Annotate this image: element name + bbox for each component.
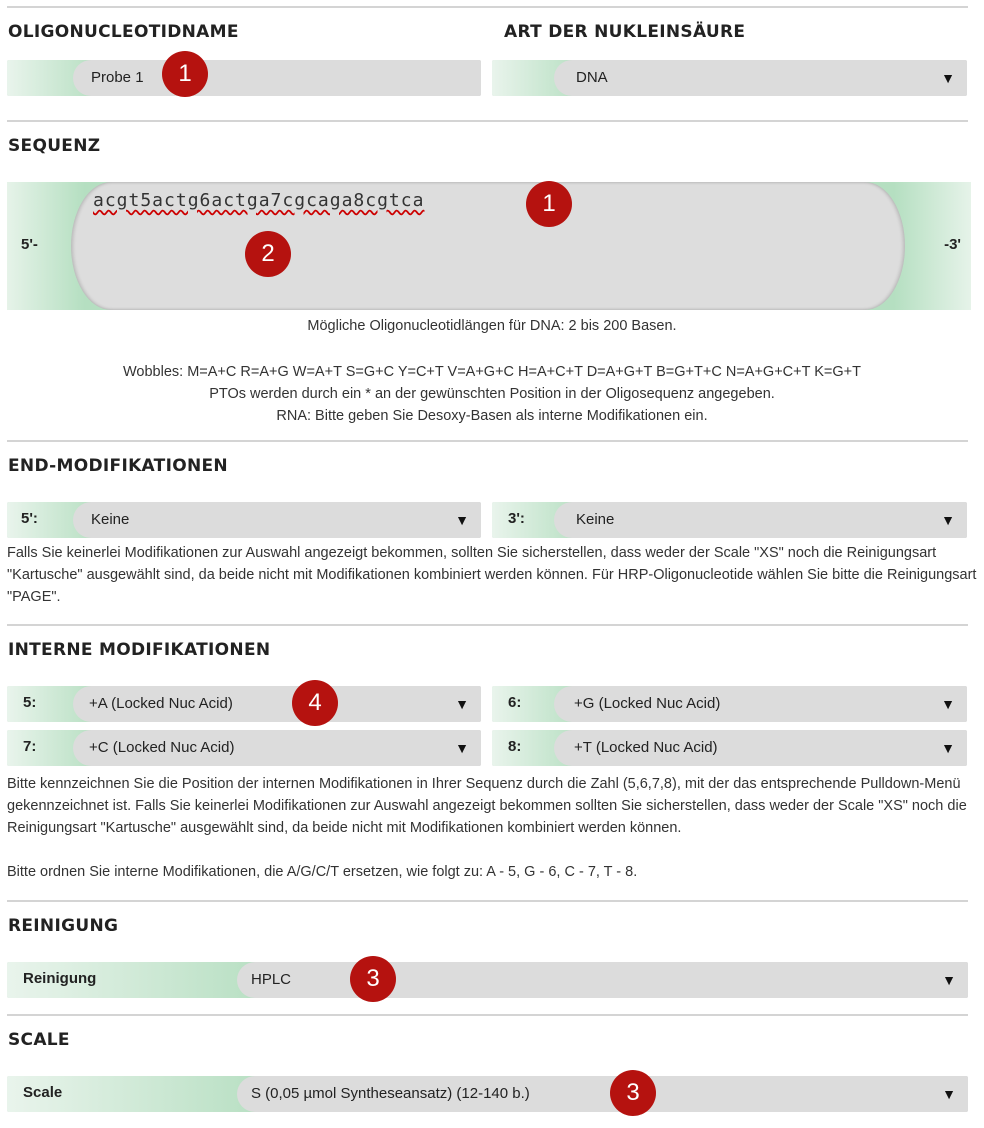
internal-mod-7-value: +C (Locked Nuc Acid)	[89, 739, 235, 756]
oligo-name-field[interactable]	[7, 60, 481, 96]
internal-mod-8-label: 8:	[508, 738, 522, 755]
divider	[7, 1014, 968, 1016]
end-mod-5-select[interactable]	[7, 502, 481, 538]
scale-value: S (0,05 µmol Syntheseansatz) (12-140 b.)	[251, 1085, 530, 1102]
internal-mod-6-label: 6:	[508, 694, 522, 711]
nucleic-type-select[interactable]	[492, 60, 967, 96]
sequence-value: acgt5actg6actga7cgcaga8cgtca	[93, 190, 425, 211]
chevron-down-icon: ▼	[941, 740, 955, 756]
end-mod-5-value: Keine	[91, 511, 130, 528]
internal-mod-8-select[interactable]	[492, 730, 967, 766]
nucleic-type-value: DNA	[576, 69, 608, 86]
sequence-input-box[interactable]	[7, 182, 971, 310]
sequence-length-info: Mögliche Oligonucleotidlängen für DNA: 2 bis 200 Basen.	[307, 318, 677, 334]
five-prime-label: 5'-	[21, 236, 38, 253]
three-prime-label: -3'	[944, 236, 961, 253]
end-mod-3-select[interactable]	[492, 502, 967, 538]
annotation-badge: 2	[245, 231, 291, 277]
internal-mod-7-select[interactable]	[7, 730, 481, 766]
end-mod-3-label: 3':	[508, 510, 525, 527]
internal-mods-heading: INTERNE MODIFIKATIONEN	[8, 640, 271, 660]
wobbles-info: Wobbles: M=A+C R=A+G W=A+T S=G+C Y=C+T V=A+G+C H=A+C+T D=A+G+T B=G+T+C N=A+G+C+T K=G+T	[123, 364, 861, 380]
annotation-badge: 1	[162, 51, 208, 97]
scale-heading: SCALE	[8, 1030, 70, 1050]
chevron-down-icon: ▼	[455, 740, 469, 756]
end-mods-note: Falls Sie keinerlei Modifikationen zur Auswahl angezeigt bekommen, sollten Sie sicherstellen, dass weder der Scale "XS" noch die Reinigungsart "Kartusche" ausgewählt sind, da beide nicht mit Modifikationen kombiniert werden können. Für HRP-Oligonucleotide wählen Sie bitte die Reinigungsart "PAGE".	[7, 545, 977, 605]
internal-mod-6-select[interactable]	[492, 686, 967, 722]
chevron-down-icon: ▼	[941, 70, 955, 86]
purification-heading: REINIGUNG	[8, 916, 119, 936]
purification-select[interactable]	[7, 962, 968, 998]
nucleic-type-heading: ART DER NUKLEINSÄURE	[504, 22, 746, 42]
internal-mods-note-2: Bitte ordnen Sie interne Modifikationen, die A/G/C/T ersetzen, wie folgt zu: A - 5, G - 6, C - 7, T - 8.	[7, 864, 638, 880]
end-mod-5-label: 5':	[21, 510, 38, 527]
internal-mod-5-value: +A (Locked Nuc Acid)	[89, 695, 233, 712]
chevron-down-icon: ▼	[455, 696, 469, 712]
oligo-name-heading: OLIGONUCLEOTIDNAME	[8, 22, 239, 42]
scale-select[interactable]	[7, 1076, 968, 1112]
internal-mod-7-label: 7:	[23, 738, 37, 755]
annotation-badge: 4	[292, 680, 338, 726]
internal-mod-5-select[interactable]	[7, 686, 481, 722]
divider	[7, 440, 968, 442]
divider	[7, 120, 968, 122]
divider	[7, 6, 968, 8]
sequence-heading: SEQUENZ	[8, 136, 101, 156]
annotation-badge: 3	[610, 1070, 656, 1116]
annotation-badge: 3	[350, 956, 396, 1002]
chevron-down-icon: ▼	[942, 1086, 956, 1102]
divider	[7, 900, 968, 902]
purification-value: HPLC	[251, 971, 292, 988]
pto-info: PTOs werden durch ein * an der gewünschten Position in der Oligosequenz angegeben.	[209, 386, 775, 402]
internal-mod-5-label: 5:	[23, 694, 37, 711]
internal-mod-6-value: +G (Locked Nuc Acid)	[574, 695, 721, 712]
chevron-down-icon: ▼	[455, 512, 469, 528]
oligo-name-value: Probe 1	[91, 69, 144, 86]
internal-mod-8-value: +T (Locked Nuc Acid)	[574, 739, 718, 756]
end-mods-heading: END-MODIFIKATIONEN	[8, 456, 228, 476]
chevron-down-icon: ▼	[942, 972, 956, 988]
scale-label: Scale	[23, 1084, 63, 1101]
end-mod-3-value: Keine	[576, 511, 615, 528]
rna-info: RNA: Bitte geben Sie Desoxy-Basen als interne Modifikationen ein.	[276, 408, 708, 424]
annotation-badge: 1	[526, 181, 572, 227]
purification-label: Reinigung	[23, 970, 97, 987]
chevron-down-icon: ▼	[941, 696, 955, 712]
divider	[7, 624, 968, 626]
chevron-down-icon: ▼	[941, 512, 955, 528]
internal-mods-note: Bitte kennzeichnen Sie die Position der internen Modifikationen in Ihrer Sequenz durch die Zahl (5,6,7,8), mit der das entsprechende Pulldown-Menü gekennzeichnet ist. Falls Sie keinerlei Modifikationen zur Auswahl angezeigt bekommen sollten Sie sicherstellen, dass weder der Scale "XS" noch die Reinigungsart "Kartusche" ausgewählt sind, da beide nicht mit Modifikationen kombiniert werden können.	[7, 776, 967, 836]
